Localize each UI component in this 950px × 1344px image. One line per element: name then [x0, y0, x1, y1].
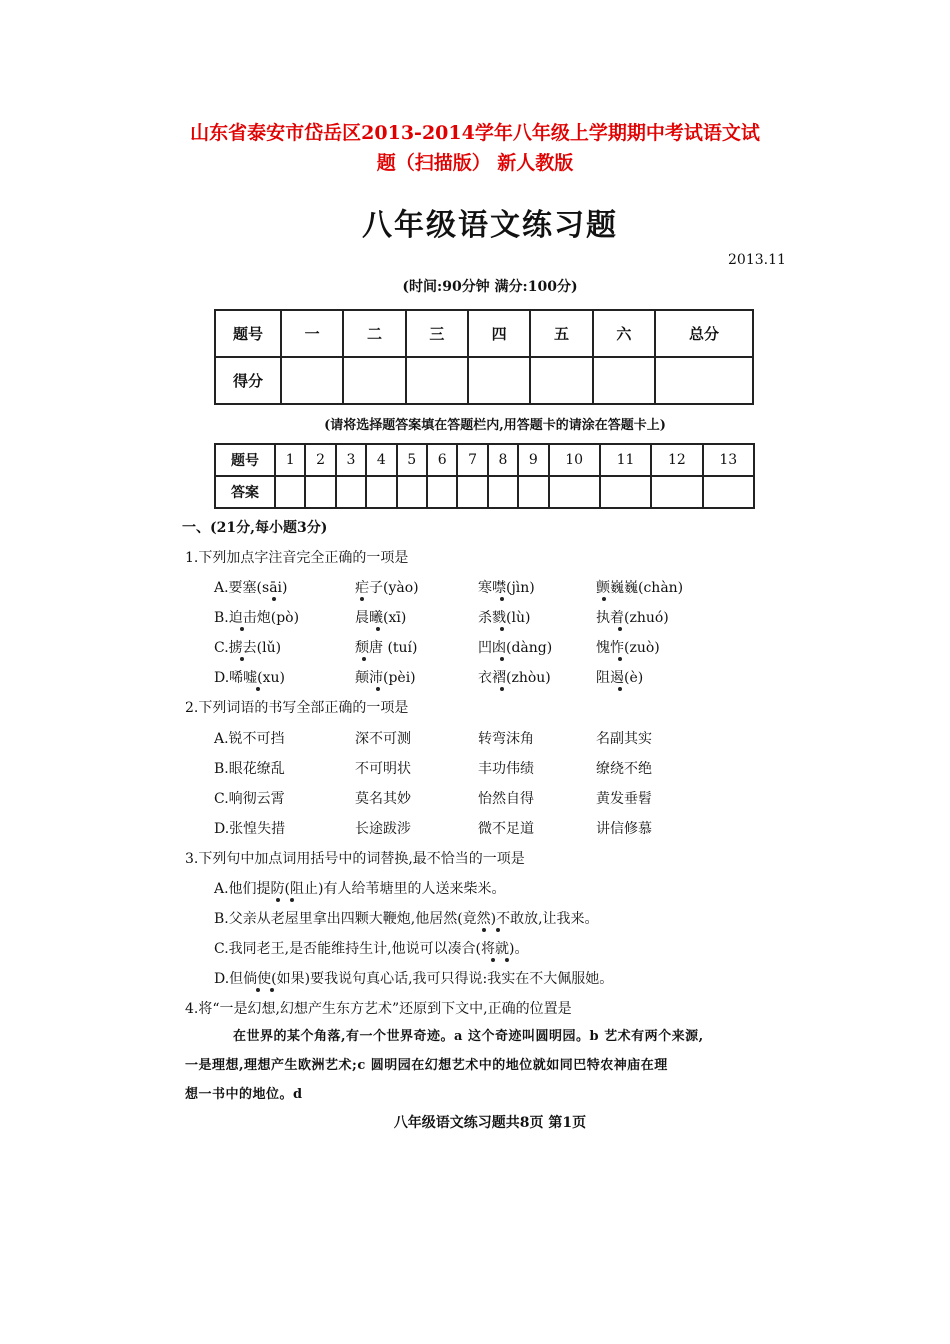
q3-option-d: D.但倘使(如果)要我说句真心话,我可只得说:我实在不大佩服她。: [214, 971, 614, 987]
q1-option-a1: A.要塞(sāi): [214, 580, 288, 596]
emphasis-dot: [272, 597, 276, 601]
emphasis-dot: [276, 898, 280, 902]
passage-line-2: 一是理想,理想产生欧洲艺术;c 圆明园在幻想艺术中的地位就如同巴特农神庙在理: [185, 1058, 668, 1073]
q1-option-a4: 颤巍巍(chàn): [596, 580, 684, 596]
emphasis-dot: [256, 687, 260, 691]
emphasis-dot: [618, 687, 622, 691]
score-blank: [593, 357, 655, 404]
score-cell: 六: [593, 310, 655, 357]
emphasis-dot: [256, 988, 260, 992]
answer-cell: 3: [336, 444, 366, 476]
q2-option-c1: C.响彻云霄: [214, 791, 285, 807]
answer-blank: [488, 476, 518, 508]
score-blank: [343, 357, 405, 404]
answer-blank: [366, 476, 396, 508]
q1-option-d1: D.唏嘘(xu): [214, 670, 286, 686]
score-blank: [530, 357, 592, 404]
emphasis-dot: [376, 627, 380, 631]
score-cell: 四: [468, 310, 530, 357]
answer-blank: [336, 476, 366, 508]
answer-cell: 5: [397, 444, 427, 476]
answer-blank: [549, 476, 600, 508]
emphasis-dot: [362, 657, 366, 661]
question-4-stem: 4.将“一是幻想,幻想产生东方艺术”还原到下文中,正确的位置是: [185, 1001, 572, 1017]
score-blank: [281, 357, 343, 404]
answer-cell: 12: [651, 444, 702, 476]
q1-option-b1: B.迫击炮(pò): [214, 610, 300, 626]
answer-blank: [275, 476, 305, 508]
section-heading: 一、(21分,每小题3分): [182, 520, 328, 536]
emphasis-dot: [270, 988, 274, 992]
q2-option-c3: 怡然自得: [478, 791, 534, 807]
question-4-passage: [185, 1022, 795, 1109]
answer-cell: 4: [366, 444, 396, 476]
q2-option-b1: B.眼花缭乱: [214, 761, 285, 777]
emphasis-dot: [491, 958, 495, 962]
emphasis-dot: [505, 958, 509, 962]
emphasis-dot: [500, 627, 504, 631]
emphasis-dot: [482, 928, 486, 932]
answer-cell: 7: [457, 444, 487, 476]
q3-option-c: C.我同老王,是否能维持生计,他说可以凑合(将就)。: [214, 941, 529, 957]
answer-blank: [457, 476, 487, 508]
answer-cell: 8: [488, 444, 518, 476]
answer-cell: 13: [703, 444, 754, 476]
q2-option-d1: D.张惶失措: [214, 821, 286, 837]
answer-blank: [427, 476, 457, 508]
q1-option-d2: 颠沛(pèi): [355, 670, 416, 686]
score-cell: 二: [343, 310, 405, 357]
q1-option-d4: 阻遏(è): [596, 670, 644, 686]
answer-header-row: [215, 444, 754, 476]
emphasis-dot: [496, 928, 500, 932]
answer-row-label: 答案: [215, 476, 275, 508]
answer-value-row: [215, 476, 754, 508]
title-line-1: 山东省泰安市岱岳区2013-2014学年八年级上学期期中考试语文试: [190, 122, 760, 144]
q2-option-d2: 长途跋涉: [355, 821, 411, 837]
q2-option-c2: 莫名其妙: [355, 791, 411, 807]
answer-cell: 6: [427, 444, 457, 476]
score-cell: 题号: [215, 310, 281, 357]
emphasis-dot: [618, 657, 622, 661]
answer-cell: 11: [600, 444, 651, 476]
score-blank: [468, 357, 530, 404]
q1-option-a2: 疟子(yào): [355, 580, 419, 596]
emphasis-dot: [500, 687, 504, 691]
q1-option-b4: 执着(zhuó): [596, 610, 669, 626]
answer-cell: 9: [518, 444, 548, 476]
q2-option-a1: A.锐不可挡: [214, 731, 285, 747]
q2-option-b4: 缭绕不绝: [596, 761, 652, 777]
q1-option-b3: 杀戮(lù): [478, 610, 531, 626]
score-value-row: [215, 357, 753, 404]
emphasis-dot: [602, 597, 606, 601]
emphasis-dot: [240, 657, 244, 661]
score-blank: [406, 357, 468, 404]
q2-option-d3: 微不足道: [478, 821, 534, 837]
score-cell: 五: [530, 310, 592, 357]
passage-line-3: 想一书中的地位。d: [185, 1087, 303, 1102]
answer-blank: [651, 476, 702, 508]
answer-instruction: (请将选择题答案填在答题栏内,用答题卡的请涂在答题卡上): [324, 418, 666, 433]
score-cell: 总分: [655, 310, 753, 357]
q2-option-a2: 深不可测: [355, 731, 411, 747]
question-2-stem: 2.下列词语的书写全部正确的一项是: [185, 700, 409, 716]
emphasis-dot: [618, 627, 622, 631]
score-table: [214, 309, 754, 405]
emphasis-dot: [240, 627, 244, 631]
answer-blank: [305, 476, 335, 508]
question-3-stem: 3.下列句中加点词用括号中的词替换,最不恰当的一项是: [185, 851, 525, 867]
q2-option-c4: 黄发垂髫: [596, 791, 652, 807]
answer-blank: [397, 476, 427, 508]
q2-option-a4: 名副其实: [596, 731, 652, 747]
emphasis-dot: [290, 898, 294, 902]
q1-option-d3: 衣褶(zhòu): [478, 670, 551, 686]
exam-date: 2013.11: [728, 252, 786, 268]
q1-option-c4: 愧怍(zuò): [596, 640, 660, 656]
answer-blank: [600, 476, 651, 508]
page-footer: 八年级语文练习题共8页 第1页: [393, 1115, 587, 1131]
emphasis-dot: [360, 597, 364, 601]
q3-option-b: B.父亲从老屋里拿出四颗大鞭炮,他居然(竟然)不敢放,让我来。: [214, 911, 599, 927]
answer-blank: [703, 476, 754, 508]
answer-cell: 1: [275, 444, 305, 476]
q2-option-b3: 丰功伟绩: [478, 761, 534, 777]
answer-cell: 10: [549, 444, 600, 476]
score-row-label: 得分: [215, 357, 281, 404]
q1-option-b2: 晨曦(xī): [355, 610, 407, 626]
q2-option-b2: 不可明状: [355, 761, 411, 777]
q1-option-c2: 颓唐 (tuí): [355, 640, 418, 656]
score-cell: 三: [406, 310, 468, 357]
answer-cell: 题号: [215, 444, 275, 476]
q3-option-a: A.他们提防(阻止)有人给苇塘里的人送来柴米。: [214, 881, 506, 897]
exam-title: 八年级语文练习题: [362, 208, 618, 243]
score-header-row: [215, 310, 753, 357]
answer-table: [214, 443, 755, 509]
score-cell: 一: [281, 310, 343, 357]
answer-blank: [518, 476, 548, 508]
q1-option-c3: 凹凼(dàng): [478, 640, 553, 656]
time-info: (时间:90分钟 满分:100分): [402, 279, 578, 295]
answer-cell: 2: [305, 444, 335, 476]
score-blank: [655, 357, 753, 404]
question-1-stem: 1.下列加点字注音完全正确的一项是: [185, 550, 409, 566]
q2-option-d4: 讲信修慕: [596, 821, 652, 837]
q1-option-c1: C.掳去(lǔ): [214, 640, 282, 656]
q1-option-a3: 寒噤(jìn): [478, 580, 535, 596]
passage-line-1: 在世界的某个角落,有一个世界奇迹。a 这个奇迹叫圆明园。b 艺术有两个来源,: [233, 1029, 704, 1044]
q2-option-a3: 转弯沫角: [478, 731, 534, 747]
emphasis-dot: [376, 687, 380, 691]
title-line-2: 题（扫描版） 新人教版: [376, 152, 574, 174]
emphasis-dot: [500, 597, 504, 601]
emphasis-dot: [500, 657, 504, 661]
